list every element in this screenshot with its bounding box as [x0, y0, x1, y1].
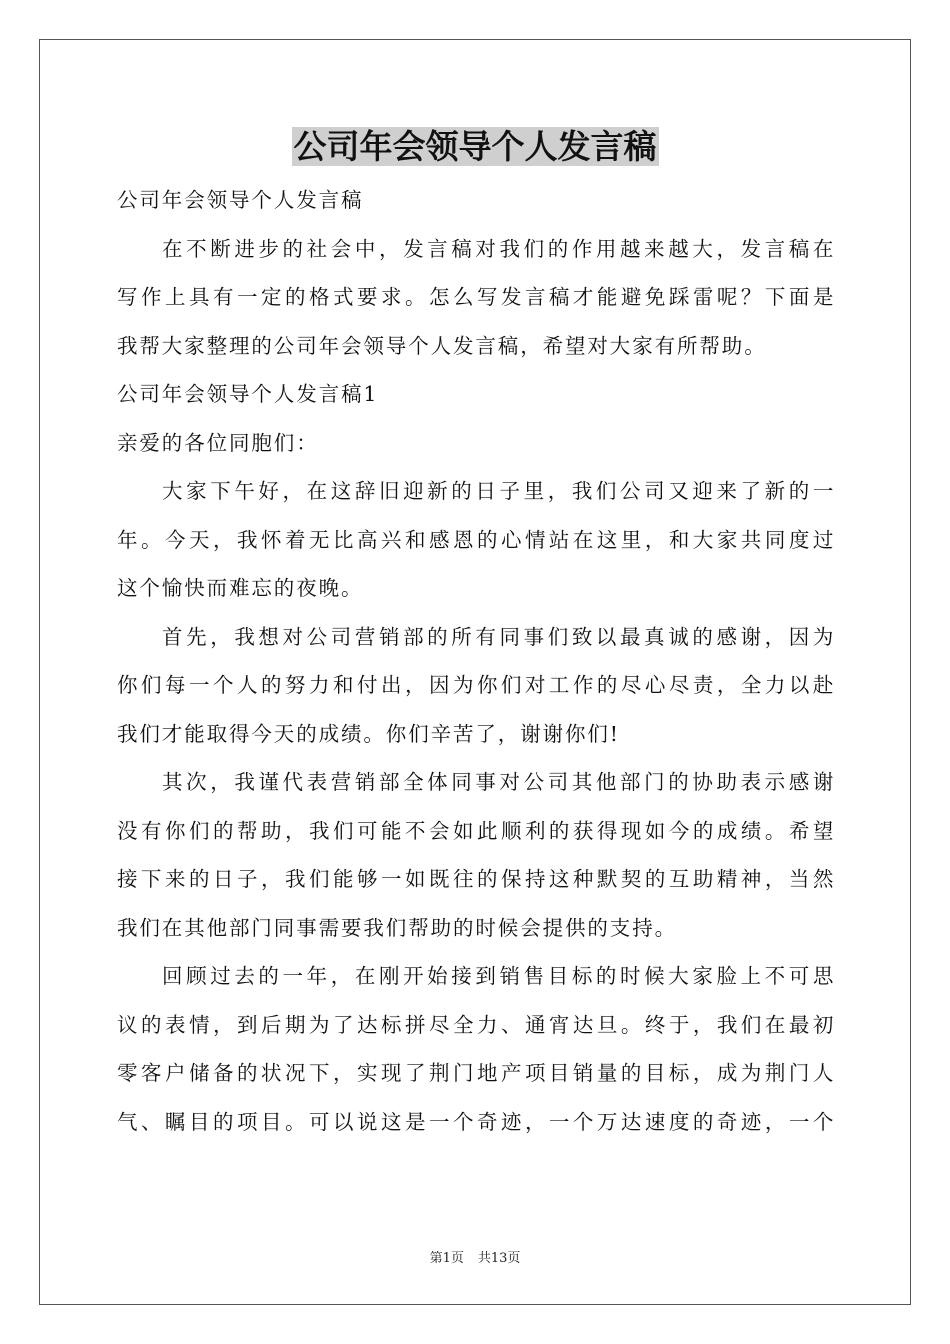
body-line: 写作上具有一定的格式要求。怎么写发言稿才能避免踩雷呢？下面是: [117, 285, 835, 309]
body-line: 你们每一个人的努力和付出，因为你们对工作的尽心尽责，全力以赴: [117, 673, 835, 697]
body-line: 其次，我谨代表营销部全体同事对公司其他部门的协助表示感谢: [162, 770, 835, 794]
body-line: 公司年会领导个人发言稿1: [117, 382, 379, 406]
body-line: 首先，我想对公司营销部的所有同事们致以最真诚的感谢，因为: [162, 624, 835, 649]
body-line: 亲爱的各位同胞们：: [117, 430, 319, 455]
body-line: 没有你们的帮助，我们可能不会如此顺利的获得现如今的成绩。希望: [117, 818, 835, 843]
body-line: 我帮大家整理的公司年会领导个人发言稿，希望对大家有所帮助。: [117, 333, 767, 358]
body-line: 零客户储备的状况下，实现了荆门地产项目销量的目标，成为荆门人: [117, 1061, 835, 1085]
body-line: 公司年会领导个人发言稿: [117, 188, 364, 212]
page-number: 第1页: [429, 1251, 464, 1266]
body-line: 这个愉快而难忘的夜晚。: [117, 576, 364, 600]
document-title-text: 公司年会领导个人发言稿: [293, 127, 657, 166]
body-line: 回顾过去的一年，在刚开始接到销售目标的时候大家脸上不可思: [162, 964, 835, 988]
page-footer: [0, 1247, 950, 1266]
body-line: 接下来的日子，我们能够一如既往的保持这种默契的互助精神，当然: [117, 867, 835, 891]
document-title: [0, 122, 950, 172]
page-total: 共13页: [477, 1251, 521, 1266]
body-line: 年。今天，我怀着无比高兴和感恩的心情站在这里，和大家共同度过: [117, 527, 835, 552]
body-line: 在不断进步的社会中，发言稿对我们的作用越来越大，发言稿在: [162, 236, 835, 261]
body-line: 气、瞩目的项目。可以说这是一个奇迹，一个万达速度的奇迹，一个: [117, 1109, 835, 1134]
body-line: 我们才能取得今天的成绩。你们辛苦了，谢谢你们!: [117, 721, 620, 746]
body-line: 议的表情，到后期为了达标拼尽全力、通宵达旦。终于，我们在最初: [117, 1012, 835, 1037]
body-line: 我们在其他部门同事需要我们帮助的时候会提供的支持。: [117, 915, 677, 940]
document-body: [117, 176, 835, 1146]
body-line: 大家下午好，在这辞旧迎新的日子里，我们公司又迎来了新的一: [162, 479, 835, 503]
